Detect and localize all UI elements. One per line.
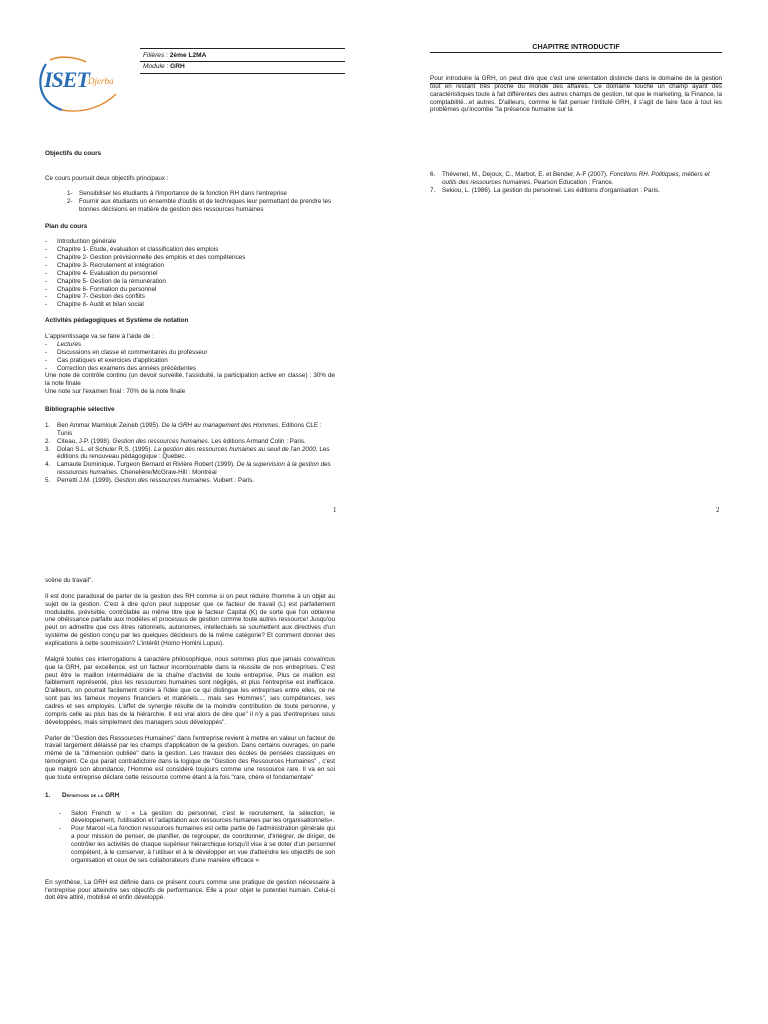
biblio-item: 1. Ben Ammar Mamlouk Zeineb (1995). De la GRH au management des Hommes. Editions CLE : Tunis (45, 422, 322, 437)
note-controle: Une note de contrôle continu (un devoir surveillé, l'assiduité, la participation active en classe) : 30% de la note finale (45, 372, 335, 388)
activite-item: - Cas pratiques et exercices d'application (45, 357, 335, 365)
chapter-title: CHAPITRE INTRODUCTIF (532, 42, 620, 51)
logo-city: Djerba (88, 76, 114, 86)
definition-item: - Pour Marcel «La fonction ressources humaines est cette partie de l'administration générale qui a pour mission de penser, de planifier, de regrouper, de coordonner, d'intégrer, de diriger, de contrôler les activités de chaque supérieur hiérarchique lorsqu'il vise à se doter d'un personnel compétent, à le conserver, à l'utiliser et à le développer en vue d'atteindre les objectifs de son organisation et ceux de ses collaborateurs d'une manière efficace » (59, 825, 335, 864)
header-module: Module : GRH (143, 63, 185, 70)
paragraph-paradoxe: Il est donc paradoxal de parler de la gestion des RH comme si on peut réduire l'homme à un objet au sujet de la gestion. C'est à dire qu'on peut supposer que ce facteur de travail (L) est parfaitement modulable, prévisible, contrôlable au même titre que le facteur Capital (K) de sorte que l'on obtienne une obéissance parfaite aux modèles et processus de gestion comme toute autres ressource! Jusqu'ou peut on admettre que ces êtres rationnels, autonomes, intellectuels se soumettent aux directives d'un système de gestion conçu par les quelques décideurs de la même catégorie? Et comment donner des explications à cette soumission? L'intérêt (Homo Homini Lupus). (45, 592, 335, 648)
biblio-item: 4. Lamaute Dominique, Turgeon Bernard et Rivière Robert (1999). De la supervision à la gestion des ressources humaines. Chenelière/McGraw-Hill : Montréal (45, 461, 331, 477)
plan-item: - Chapitre 1- Etude, évaluation et classification des emplois (45, 246, 335, 254)
scene-du-travail: scène du travail". (45, 577, 94, 584)
page1-body (45, 150, 335, 485)
filieres-label: Filières (143, 52, 165, 59)
page-number-2: 2 (716, 506, 720, 514)
apprentissage-text: L'apprentissage va se faire à l'aide de : (45, 333, 154, 341)
module-value: GRH (170, 63, 185, 70)
plan-item: - Chapitre 5- Gestion de la rémunération (45, 278, 335, 286)
iset-logo (34, 54, 124, 116)
header-top-rule (140, 48, 345, 49)
header-mid-rule (140, 61, 345, 62)
plan-title: Plan du cours (45, 223, 88, 231)
intro-rule (430, 83, 722, 84)
filieres-value: 2ème L2MA (169, 52, 207, 59)
definition-item: - Selon French w : « La gestion du personnel, c'est le recrutement, la sélection, le développement, l'utilisation et l'adaptation aux ressources humaines par les organisationnels». (59, 810, 335, 826)
paragraph-interrogations: Malgré toutes ces interrogations à caractère philosophique, nous sommes plus que jamais convaincus que la GRH, par excellence, est un facteur incontournable dans la réussite de nos entreprises. C'est peut être le maillon intermédiaire de la chaîne d'activité de toute entreprise. Plus ce maillon est faiblement représenté, plus les ressources humaines sont négligés, et plus l'entreprise est inefficace. D'ailleurs, on pourrait facilement croire à l'idée que ce qui distingue les entreprises entre elles, ce ne sont pas les fameux moyens financiers et matériels..., mais ses Hommes", ses compétences, ses cadres et ses employés. L'effet de synergie résulte de la moindre contribution de toute personne, y compris celle au plus bas de la hiérarchie. Il est vrai alors de dire que" il n'y a pas d'entreprises sous développées, mais simplement des managers sous développés". (45, 655, 335, 726)
plan-item: - Chapitre 4- Evaluation du personnel (45, 270, 335, 278)
objectifs-title: Objectifs du cours (45, 150, 102, 157)
activite-item: - Lectures (45, 341, 335, 349)
biblio-list-continued (430, 171, 722, 195)
objectif-item: 1- Sensibiliser les étudiants à l'importance de la fonction RH dans l'entreprise (67, 189, 287, 197)
biblio-item: 6. Thévenet, M., Dejoux, C., Marbot, E. et Bender, A-F (2007). Fonctions RH. Politiques, métiers et outils des ressources humaines. Pearson Education : France. (430, 171, 710, 186)
page3-body (45, 577, 335, 902)
biblio-item: 5. Perretti J.M. (1999). Gestion des ressources humaines. Vuibert : Paris. (45, 477, 255, 485)
plan-item: - Chapitre 3- Recrutement et intégration (45, 262, 335, 270)
plan-item: - Chapitre 2- Gestion prévisionnelle des emplois et des compétences (45, 254, 335, 262)
module-label: Module (143, 63, 165, 70)
definitions-list (59, 810, 335, 865)
plan-item: - Introduction générale (45, 238, 335, 246)
plan-item: - Chapitre 8- Audit et bilan social (45, 301, 335, 309)
biblio-item: 7. Sekiou, L. (1986). La gestion du personnel. Les éditions d'organisation : Paris. (430, 186, 660, 194)
plan-item: - Chapitre 6- Formation du personnel (45, 286, 335, 294)
intro-paragraph: Pour introduire la GRH, on peut dire que c'est une orientation distincte dans le domaine de la gestion tout en restant très proche du monde des affaires. Ce domaine touche un champ ayant des caractéristiques toute à fait différentes des autres champs de gestion, tel que le marketing, la Finance, la comptabilité...et autres. D'ailleurs, comme le fait penser l'intitulé GRH, il s'agit de faire face à tout les problèmes qu'incombe "la présence humaine sur la (430, 75, 722, 114)
header-filieres: Filières : 2ème L2MA (143, 52, 207, 59)
paragraph-synthese: En synthèse, La GRH est définie dans ce présent cours comme une pratique de gestion nécessaire à l'entreprise pour atteindre ses objectifs de performance. Elle a pour objet le potentiel humain. Celui-ci doit être attiré, mobilisé et enfin développé. (45, 878, 335, 902)
chapter-rule (430, 52, 722, 53)
note-examen: Une note sur l'examen final : 70% de la note finale (45, 388, 186, 396)
plan-list (45, 238, 335, 309)
biblio-list (45, 422, 335, 485)
header-bottom-rule (140, 73, 345, 74)
paragraph-parler-grh: Parler de "Gestion des Ressources Humaines" dans l'entreprise revient à mettre en valeur un facteur de travail largement délaissé par les champs d'application de la gestion. Dans certains ouvrages, on parle même de la "dimension oubliée" dans la gestion. Les travaux des écoles de pensées classiques en témoignent. Ce qui parait contradictoire dans la logique de "Gestion des Ressources Humaines" , c'est que malgré son abondance, l'Homme est considéré toujours comme une ressource rare. Il va en soi que toute entreprise déclare cette ressource comme étant à la fois "rare, chère et fondamentale" (45, 734, 335, 781)
logo-brand: ISET (44, 67, 89, 92)
biblio-item: 3. Dolan S.L. et Schuler R.S. (1995). La gestion des ressources humaines au seuil de l'an 2000. Les éditions du renouveau pédagogique : Quebec. (45, 445, 330, 461)
section-number: 1. (45, 791, 51, 799)
activites-list (45, 341, 335, 372)
section-title: Définitions de la GRH (62, 791, 120, 799)
objectif-item: 2- Fournir aux étudiants un ensemble d'outils et de techniques leur permettant de prendre les bonnes décisions en matière de gestion des ressources humaines (67, 197, 332, 213)
biblio-item: 2. Citeau, J-P. (1998). Gestion des ressources humaines. Les éditions Armand Colin : Paris. (45, 437, 306, 445)
activite-item: - Correction des examens des années précédentes (45, 365, 335, 373)
objectifs-intro: Ce cours poursuit deux objectifs principaux : (45, 175, 169, 182)
objectifs-list (67, 190, 335, 214)
section-heading (45, 792, 335, 800)
plan-item: - Chapitre 7- Gestion des conflits (45, 293, 335, 301)
activites-title: Activités pédagogiques et Système de notation (45, 317, 189, 325)
page-number-1: 1 (333, 506, 337, 514)
activite-item: - Discussions en classe et commentaires du professeur (45, 349, 335, 357)
biblio-title: Bibliographie sélective (45, 406, 115, 414)
